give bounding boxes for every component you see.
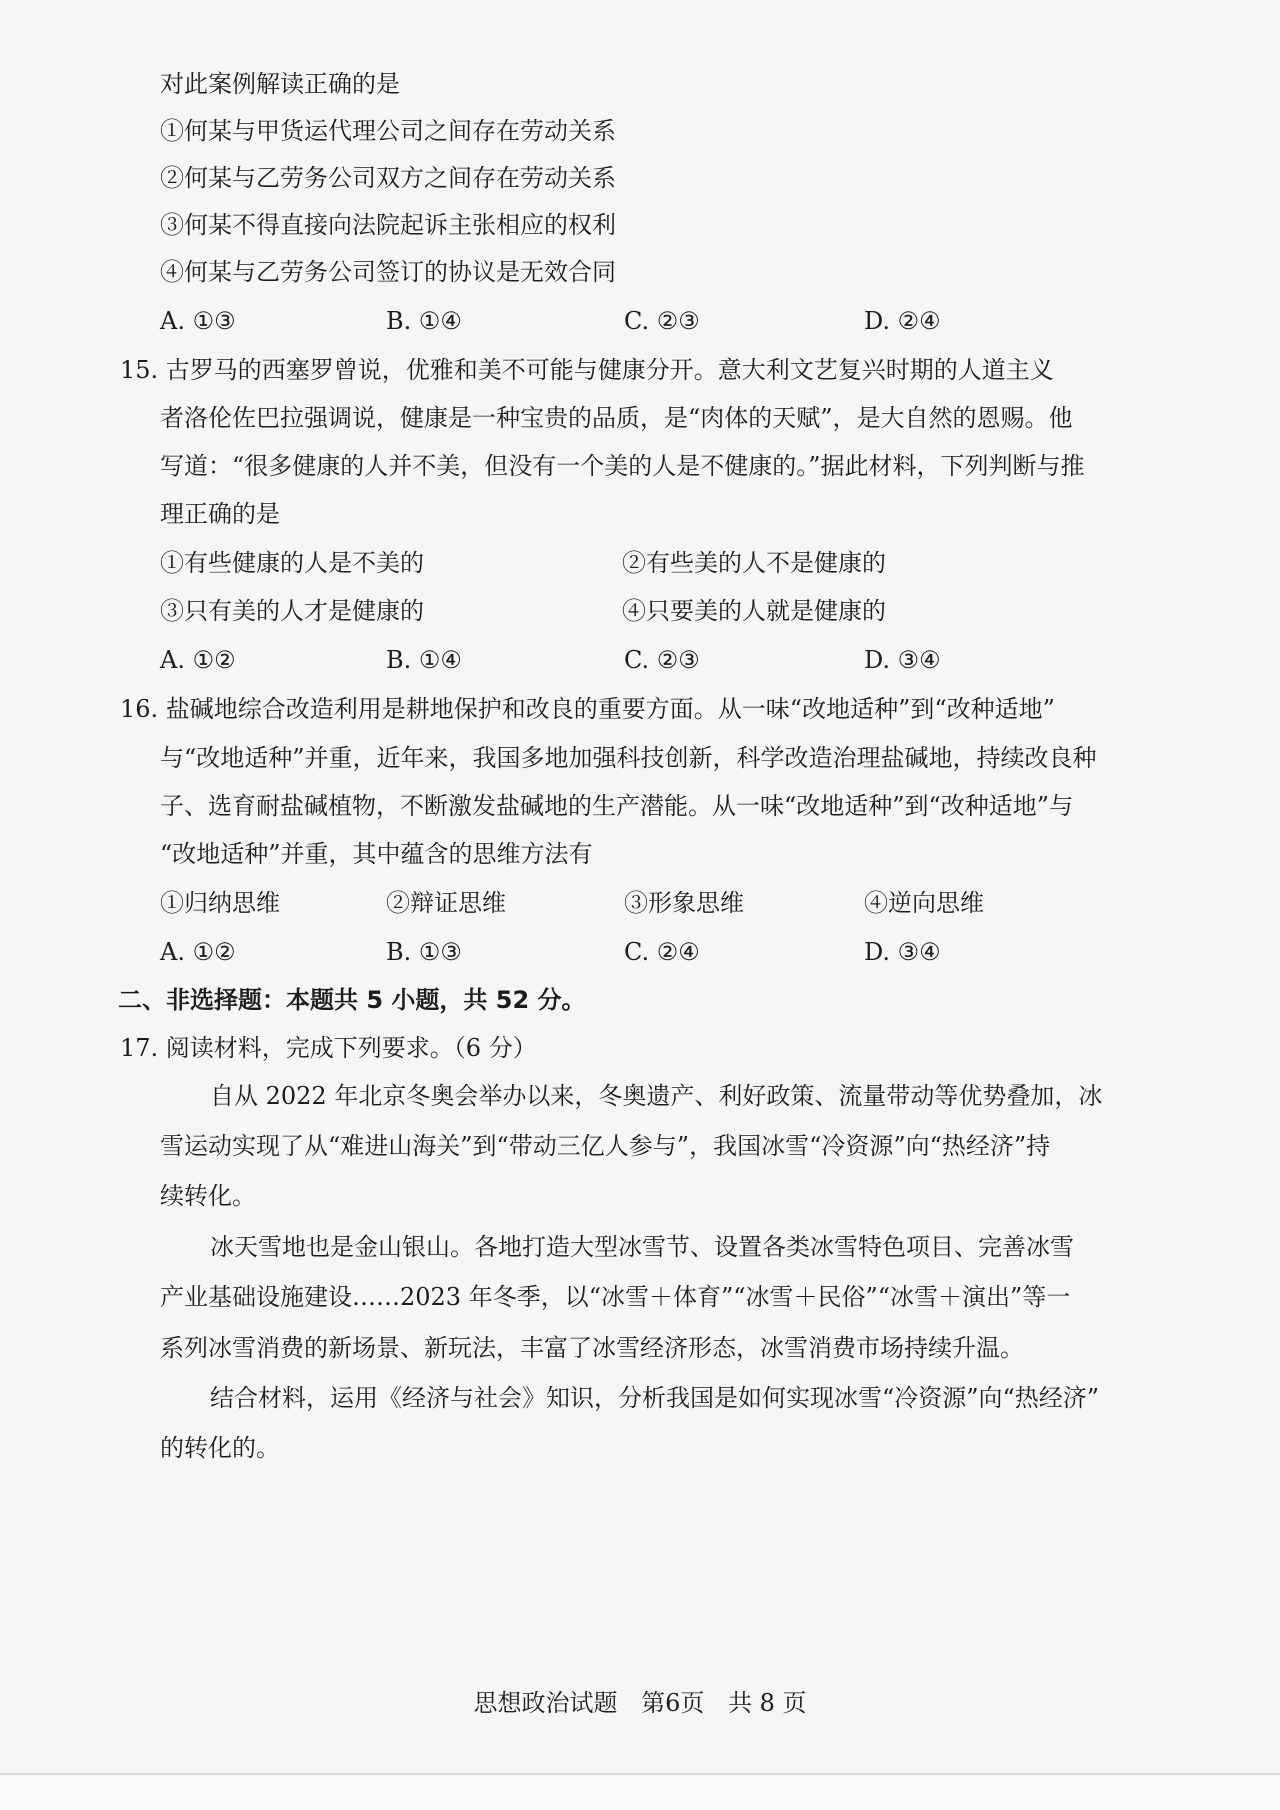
q14-item-1: ①何某与甲货运代理公司之间存在劳动关系 <box>160 117 616 145</box>
q16-stem-line-3: 子、选育耐盐碱植物，不断激发盐碱地的生产潜能。从一味“改地适种”到“改种适地”与 <box>160 792 1074 820</box>
q16-item-1: ①归纳思维 <box>160 889 280 917</box>
q15-item-4: ④只要美的人就是健康的 <box>622 597 886 625</box>
q15-item-3: ③只有美的人才是健康的 <box>160 597 424 625</box>
q15-stem-line-1: 15. 古罗马的西塞罗曾说，优雅和美不可能与健康分开。意大利文艺复兴时期的人道主义 <box>120 356 1054 384</box>
q15-item-2: ②有些美的人不是健康的 <box>622 549 886 577</box>
q15-stem-line-4: 理正确的是 <box>160 500 280 528</box>
q15-stem-line-3: 写道：“很多健康的人并不美，但没有一个美的人是不健康的。”据此材料，下列判断与推 <box>160 452 1085 480</box>
q15-item-1: ①有些健康的人是不美的 <box>160 549 424 577</box>
q16-option-b: B. ①③ <box>386 938 462 966</box>
q17-material-line-5: 产业基础设施建设……2023 年冬季，以“冰雪＋体育”“冰雪＋民俗”“冰雪＋演出”等一 <box>160 1283 1071 1311</box>
q17-material-line-1: 自从 2022 年北京冬奥会举办以来，冬奥遗产、利好政策、流量带动等优势叠加，冰 <box>210 1082 1103 1110</box>
q17-heading: 17. 阅读材料，完成下列要求。（6 分） <box>120 1034 537 1062</box>
q16-option-a: A. ①② <box>160 938 236 966</box>
q14-item-4: ④何某与乙劳务公司签订的协议是无效合同 <box>160 258 616 286</box>
q16-option-d: D. ③④ <box>864 938 941 966</box>
q15-option-d: D. ③④ <box>864 646 941 674</box>
q17-material-line-2: 雪运动实现了从“难进山海关”到“带动三亿人参与”，我国冰雪“冷资源”向“热经济”持 <box>160 1132 1051 1160</box>
q16-item-2: ②辩证思维 <box>386 889 506 917</box>
q14-item-2: ②何某与乙劳务公司双方之间存在劳动关系 <box>160 164 616 192</box>
page-footer <box>0 1683 1280 1718</box>
q14-option-a: A. ①③ <box>160 307 236 335</box>
q16-item-3: ③形象思维 <box>624 889 744 917</box>
q16-option-c: C. ②④ <box>624 938 700 966</box>
q14-intro: 对此案例解读正确的是 <box>160 70 400 98</box>
q17-material-line-4: 冰天雪地也是金山银山。各地打造大型冰雪节、设置各类冰雪特色项目、完善冰雪 <box>210 1233 1074 1261</box>
q16-stem-line-1: 16. 盐碱地综合改造利用是耕地保护和改良的重要方面。从一味“改地适种”到“改种适地” <box>120 695 1055 723</box>
q15-option-b: B. ①④ <box>386 646 462 674</box>
q16-stem-line-4: “改地适种”并重，其中蕴含的思维方法有 <box>160 840 593 868</box>
q17-material-line-3: 续转化。 <box>160 1182 256 1210</box>
q14-option-b: B. ①④ <box>386 307 462 335</box>
footer-subject: 思想政治试题 <box>473 1689 618 1717</box>
q14-option-c: C. ②③ <box>624 307 700 335</box>
q15-option-a: A. ①② <box>160 646 236 674</box>
section-heading: 二、非选择题：本题共 5 小题，共 52 分。 <box>118 986 586 1014</box>
footer-page-number: 第6页 <box>641 1689 705 1717</box>
footer-total-pages: 共 8 页 <box>728 1689 807 1717</box>
q14-option-d: D. ②④ <box>864 307 941 335</box>
q17-task-line-1: 结合材料，运用《经济与社会》知识，分析我国是如何实现冰雪“冷资源”向“热经济” <box>210 1384 1100 1412</box>
q16-stem-line-2: 与“改地适种”并重，近年来，我国多地加强科技创新，科学改造治理盐碱地，持续改良种 <box>160 744 1097 772</box>
q15-option-c: C. ②③ <box>624 646 700 674</box>
scan-margin <box>0 1775 1280 1810</box>
q17-material-line-6: 系列冰雪消费的新场景、新玩法，丰富了冰雪经济形态，冰雪消费市场持续升温。 <box>160 1334 1024 1362</box>
q14-item-3: ③何某不得直接向法院起诉主张相应的权利 <box>160 211 616 239</box>
q15-stem-line-2: 者洛伦佐巴拉强调说，健康是一种宝贵的品质，是“肉体的天赋”，是大自然的恩赐。他 <box>160 404 1073 432</box>
q17-task-line-2: 的转化的。 <box>160 1434 280 1462</box>
q16-item-4: ④逆向思维 <box>864 889 984 917</box>
